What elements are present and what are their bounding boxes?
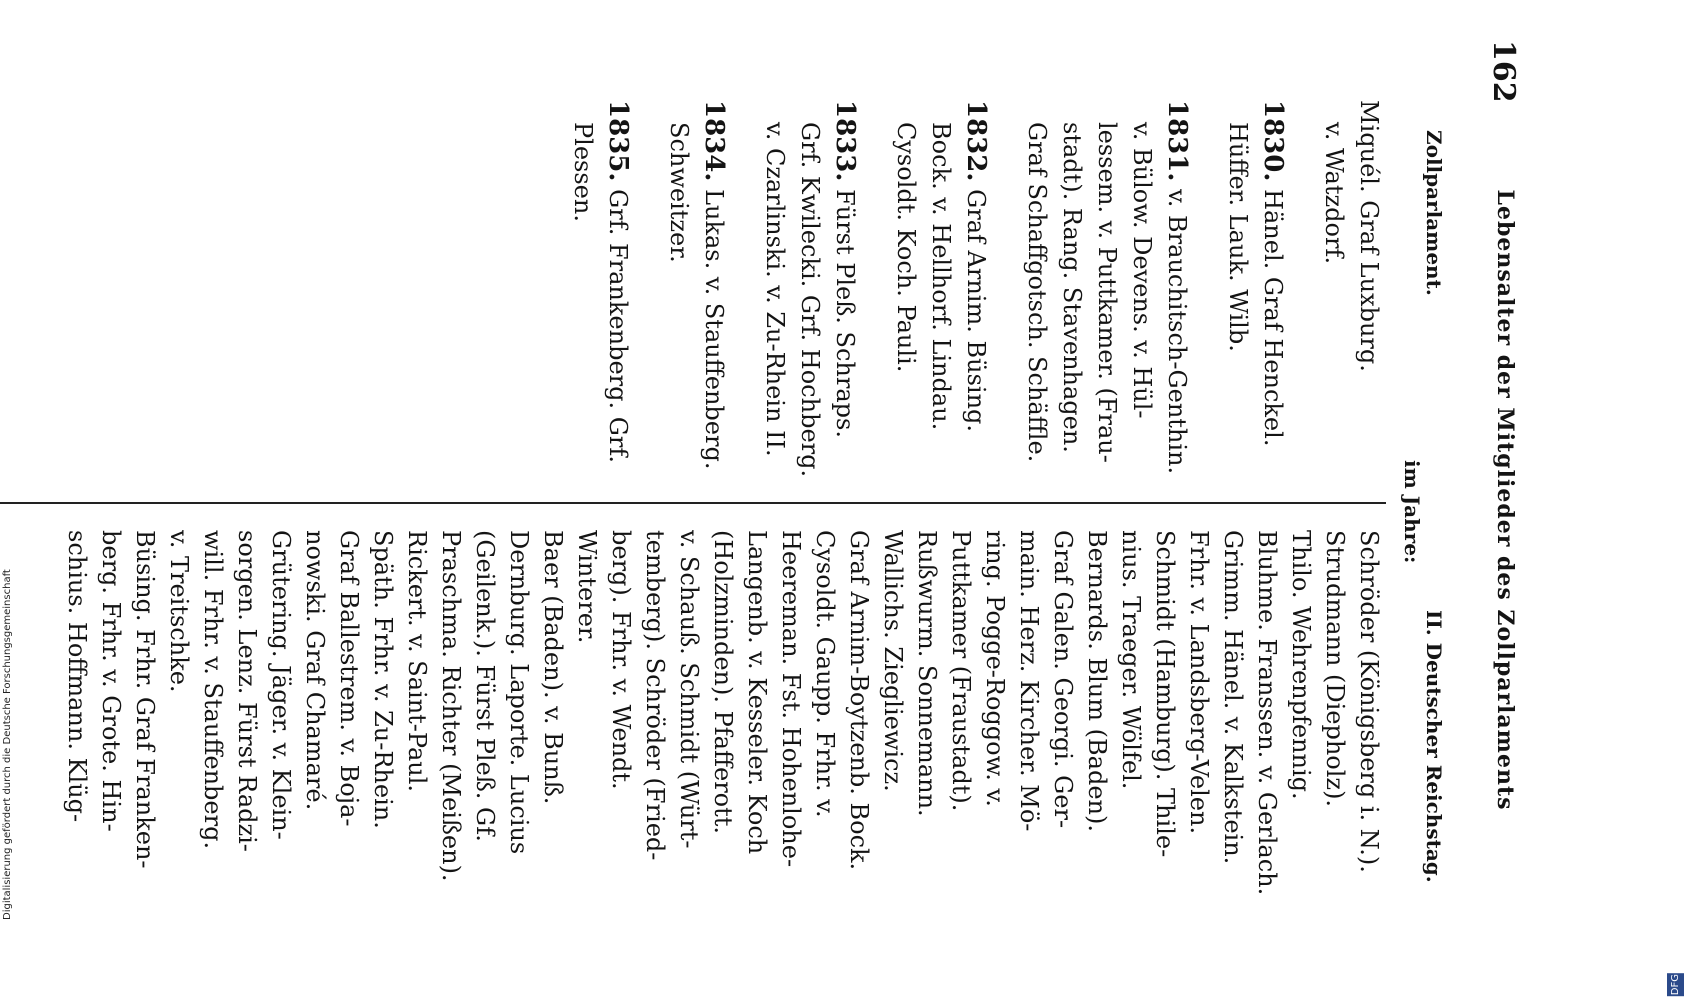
- text-line: Langenb. v. Kesseler. Koch: [743, 530, 771, 855]
- text-line: temberg). Schröder (Fried-: [641, 530, 669, 861]
- text-line: Dernburg. Laporte. Lucius: [505, 530, 533, 855]
- text-line: ring. Pogge-Roggow. v.: [981, 530, 1009, 807]
- text-line: Schmidt (Hamburg). Thile-: [1151, 530, 1179, 858]
- text-line: Cysoldt. Gaupp. Frhr. v.: [811, 530, 839, 818]
- member-names: Schweitzer.: [665, 122, 693, 263]
- text-line: main. Herz. Kircher. Mö-: [1015, 530, 1043, 832]
- member-names: Miquél. Graf Luxburg.: [1355, 100, 1383, 372]
- text-line: Baer (Baden). v. Bunß.: [539, 530, 567, 805]
- text-line: [1089, 100, 1124, 490]
- text-line: Grütering. Jäger. v. Klein-: [267, 530, 295, 840]
- member-names: Graf Schaffgotsch. Schäffle.: [1023, 122, 1051, 463]
- text-line: berg). Frhr. v. Wendt.: [607, 530, 635, 790]
- member-names: Grf. Frankenberg. Grf.: [604, 189, 632, 464]
- text-line: Rickert. v. Saint-Paul.: [403, 530, 431, 793]
- section-heading-left: Zollparlament.: [1422, 130, 1446, 296]
- year-heading: im Jahre:: [1400, 460, 1424, 564]
- text-line: [1255, 100, 1290, 490]
- text-line: Grimm. Hänel. v. Kalkstein.: [1219, 530, 1247, 865]
- text-line: [958, 100, 993, 490]
- member-names: v. Brauchitsch-Genthin.: [1163, 189, 1191, 475]
- member-names: v. Czarlinski. v. Zu-Rhein II.: [761, 122, 789, 457]
- digitization-note: Digitalisierung gefördert durch die Deutsche Forschungsgemeinschaft: [2, 569, 13, 920]
- page-number: 162: [1486, 40, 1521, 103]
- text-line: [888, 100, 923, 490]
- text-line: [1220, 100, 1255, 490]
- text-line: (Geilenk.). Fürst Pleß. Gf.: [471, 530, 499, 842]
- text-line: [923, 100, 958, 490]
- member-names: v. Bülow. Devens. v. Hül-: [1128, 122, 1156, 419]
- member-names: Bock. v. Hellhorf. Lindau.: [927, 122, 955, 431]
- text-line: Graf Arnim-Boytzenb. Bock.: [845, 530, 873, 871]
- year-label: 1830.: [1258, 100, 1288, 182]
- text-line: nius. Traeger. Wölfel.: [1117, 530, 1145, 790]
- text-line: [1019, 100, 1054, 490]
- text-line: Büsing. Frhr. Graf Franken-: [131, 530, 159, 869]
- year-label: 1834.: [699, 100, 729, 182]
- text-line: [827, 100, 862, 490]
- text-line: Strudmann (Diepholz).: [1321, 530, 1349, 808]
- dfg-logo: DFG: [1667, 973, 1684, 996]
- text-line: Späth. Frhr. v. Zu-Rhein.: [369, 530, 397, 829]
- member-names: Graf Arnim. Büsing.: [962, 189, 990, 433]
- text-line: Winterer.: [573, 530, 601, 644]
- member-names: lessem. v. Puttkamer. (Frau-: [1093, 122, 1121, 463]
- text-line: [1159, 100, 1194, 490]
- text-line: schius. Hoffmann. Klüg-: [63, 530, 91, 823]
- text-line: Bluhme. Franssen. v. Gerlach.: [1253, 530, 1281, 896]
- year-group: [565, 100, 635, 490]
- text-line: [1054, 100, 1089, 490]
- text-line: [1316, 100, 1351, 490]
- text-line: nowski. Graf Chamaré.: [301, 530, 329, 811]
- text-line: [757, 100, 792, 490]
- year-label: 1833.: [830, 100, 860, 182]
- text-line: Graf Ballestrem. v. Boja-: [335, 530, 363, 827]
- section-heading-right: II. Deutscher Reichstag.: [1422, 610, 1446, 883]
- member-names: Hänel. Graf Henckel.: [1259, 189, 1287, 447]
- text-line: [1124, 100, 1159, 490]
- text-line: Puttkamer (Fraustadt).: [947, 530, 975, 812]
- text-line: v. Schauß. Schmidt (Würt-: [675, 530, 703, 849]
- text-line: Thilo. Wehrenpfennig.: [1287, 530, 1315, 800]
- text-line: Graf Galen. Georgi. Ger-: [1049, 530, 1077, 829]
- text-line: [792, 100, 827, 490]
- column-divider: [0, 502, 1386, 504]
- text-line: Bernards. Blum (Baden).: [1083, 530, 1111, 832]
- text-line: sorgen. Lenz. Fürst Radzi-: [233, 530, 261, 852]
- member-names: Cysoldt. Koch. Pauli.: [892, 122, 920, 373]
- member-names: Hüffer. Lauk. Wilb.: [1224, 122, 1252, 352]
- left-column: [539, 100, 1386, 490]
- text-line: Wallichs. Ziegliewicz.: [879, 530, 907, 792]
- member-names: Grf. Kwilecki. Grf. Hochberg.: [796, 122, 824, 478]
- page-title: Lebensalter der Mitglieder des Zollparlaments: [1492, 189, 1518, 811]
- year-label: 1835.: [603, 100, 633, 182]
- year-group: [1019, 100, 1194, 490]
- member-names: Lukas. v. Stauffenberg.: [700, 189, 728, 470]
- year-group: [1316, 100, 1386, 490]
- text-line: v. Treitschke.: [165, 530, 193, 693]
- text-line: will. Frhr. v. Stauffenberg.: [199, 530, 227, 850]
- year-group: [888, 100, 993, 490]
- text-line: Rußwurm. Sonnemann.: [913, 530, 941, 817]
- text-line: [661, 100, 696, 490]
- text-line: [600, 100, 635, 490]
- text-line: Heereman. Fst. Hohenlohe-: [777, 530, 805, 868]
- text-line: [565, 100, 600, 490]
- text-line: Schröder (Königsberg i. N.).: [1355, 530, 1383, 873]
- year-label: 1831.: [1162, 100, 1192, 182]
- member-names: v. Watzdorf.: [1320, 122, 1348, 265]
- text-line: Praschma. Richter (Meißen).: [437, 530, 465, 882]
- year-group: [757, 100, 862, 490]
- year-group: [1220, 100, 1290, 490]
- text-line: (Holzminden). Pfafferott.: [709, 530, 737, 835]
- text-line: berg. Frhr. v. Grote. Hin-: [97, 530, 125, 832]
- member-names: stadt). Rang. Stavenhagen.: [1058, 122, 1086, 453]
- member-names: Plessen.: [569, 122, 597, 222]
- year-label: 1832.: [961, 100, 991, 182]
- text-line: [1351, 100, 1386, 490]
- member-names: Fürst Pleß. Schraps.: [831, 189, 859, 438]
- text-line: Frhr. v. Landsberg-Velen.: [1185, 530, 1213, 835]
- text-line: [696, 100, 731, 490]
- right-column: [60, 530, 1386, 925]
- year-group: [661, 100, 731, 490]
